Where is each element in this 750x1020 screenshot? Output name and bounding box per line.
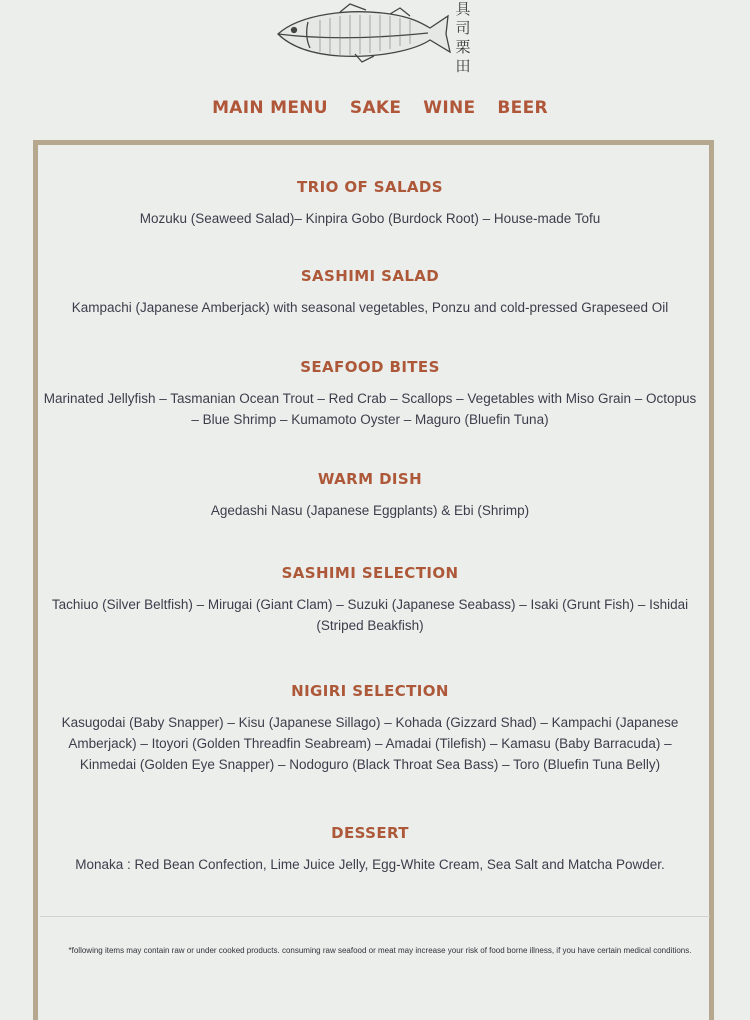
section-title: SEAFOOD BITES bbox=[300, 358, 440, 376]
food-disclaimer: *following items may contain raw or under cooked products. consuming raw seafood or meat may increase your risk of food borne illness, if you have certain medical conditions. bbox=[68, 946, 692, 955]
logo-char: 司 bbox=[455, 19, 471, 37]
section-description: Marinated Jellyfish – Tasmanian Ocean Trout – Red Crab – Scallops – Vegetables with Miso Grain – Octopus – Blue Shrimp – Kumamoto Oyster – Maguro (Bluefin Tuna) bbox=[43, 391, 697, 427]
logo-char: 具 bbox=[455, 0, 471, 18]
section-nigiri-selection bbox=[20, 682, 720, 775]
section-title: TRIO OF SALADS bbox=[297, 178, 443, 196]
section-title: SASHIMI SALAD bbox=[300, 267, 440, 285]
menu-nav bbox=[0, 98, 750, 118]
section-description: Kasugodai (Baby Snapper) – Kisu (Japanese Sillago) – Kohada (Gizzard Shad) – Kampachi (Japanese Amberjack) – Itoyori (Golden Threadfin Seabream) – Amadai (Tilefish) – Kamasu (Baby Barracuda) – Kinmedai (Golden Eye Snapper) – Nodoguro (Black Throat Sea Bass) – Toro (Bluefin Tuna Belly) bbox=[61, 715, 679, 772]
logo-char: 田 bbox=[455, 57, 471, 75]
logo-char: 栗 bbox=[455, 38, 471, 56]
nav-beer[interactable]: BEER bbox=[497, 98, 548, 118]
section-warm-dish bbox=[20, 470, 720, 521]
nav-wine[interactable]: WINE bbox=[423, 98, 476, 118]
section-title: SASHIMI SELECTION bbox=[281, 564, 459, 582]
footer-divider bbox=[40, 916, 710, 917]
section-dessert bbox=[20, 824, 720, 875]
section-description: Mozuku (Seaweed Salad)– Kinpira Gobo (Burdock Root) – House-made Tofu bbox=[139, 211, 601, 226]
section-title: WARM DISH bbox=[317, 470, 423, 488]
section-title: DESSERT bbox=[331, 824, 409, 842]
section-title: NIGIRI SELECTION bbox=[291, 682, 449, 700]
nav-sake[interactable]: SAKE bbox=[349, 98, 402, 118]
section-trio-of-salads bbox=[20, 178, 720, 229]
section-description: Kampachi (Japanese Amberjack) with seasonal vegetables, Ponzu and cold-pressed Grapeseed Oil bbox=[71, 300, 669, 315]
logo-kanji bbox=[453, 0, 473, 76]
nav-main-menu[interactable]: MAIN MENU bbox=[212, 98, 328, 118]
section-description: Agedashi Nasu (Japanese Eggplants) & Ebi (Shrimp) bbox=[210, 503, 530, 518]
section-description: Tachiuo (Silver Beltfish) – Mirugai (Giant Clam) – Suzuki (Japanese Seabass) – Isaki (Grunt Fish) – Ishidai (Striped Beakfish) bbox=[51, 597, 689, 633]
section-seafood-bites bbox=[20, 358, 720, 430]
section-sashimi-salad bbox=[20, 267, 720, 318]
section-description: Monaka : Red Bean Confection, Lime Juice Jelly, Egg-White Cream, Sea Salt and Matcha Powder. bbox=[75, 857, 665, 872]
section-sashimi-selection bbox=[20, 564, 720, 636]
